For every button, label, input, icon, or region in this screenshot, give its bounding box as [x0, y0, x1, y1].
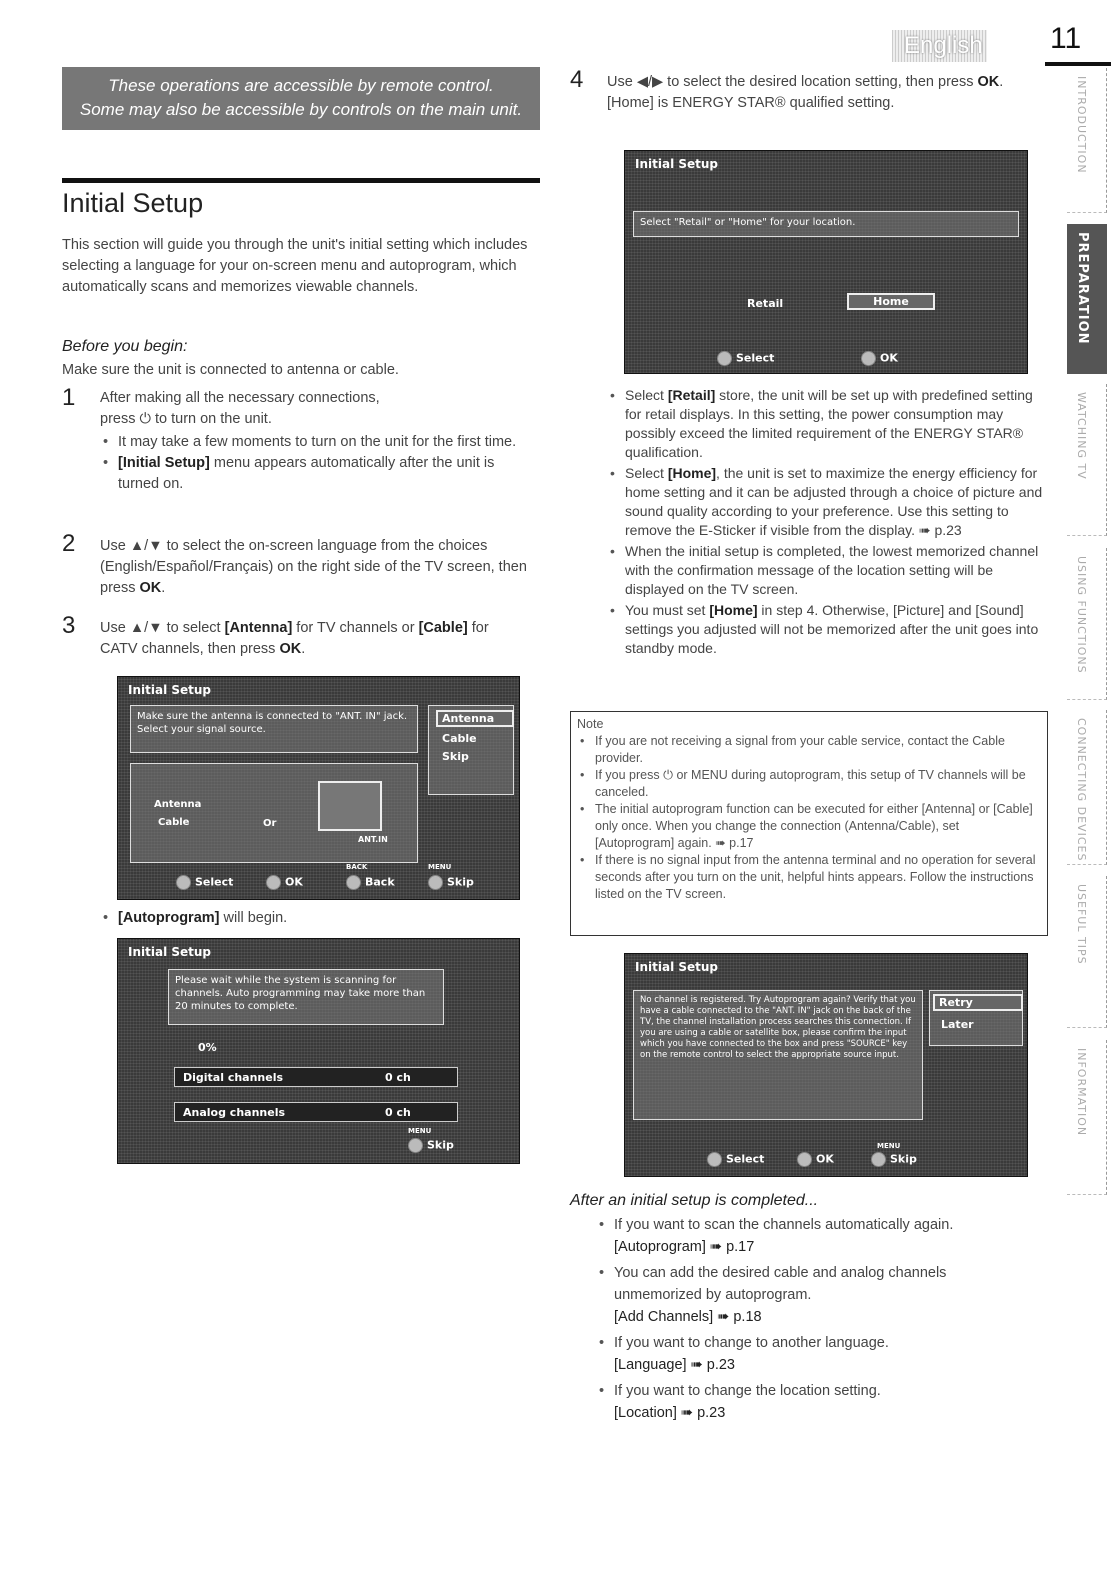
screen-title: Initial Setup [635, 157, 719, 171]
page-title: Initial Setup [62, 188, 204, 218]
option-later[interactable]: Later [941, 1018, 974, 1031]
before-text: Make sure the unit is connected to antenna or cable. [62, 362, 399, 378]
note-item: • The initial autoprogram function can be executed for either [Antenna] or [Cable] only once. When you change the connection (Antenna/Cable), set [Autoprogram] again. ➠ p.17 [577, 801, 1041, 852]
select-key-icon [176, 875, 191, 890]
footer-skip: Skip [871, 1152, 917, 1167]
tab-connecting-devices[interactable]: CONNECTING DEVICES [1067, 710, 1107, 865]
after-item: • If you want to scan the channels automatically again. [Autoprogram] ➠ p.17 [596, 1214, 1036, 1258]
screen-title: Initial Setup [128, 683, 212, 697]
bullet-retail: • Select [Retail] store, the unit will be set up with predefined setting for retail displays. In this setting, the power consumption may possibly exceed the limited requirement of the ENERGY STAR® qualification. [607, 386, 1047, 462]
note-box [570, 711, 1048, 936]
select-key-icon [707, 1152, 722, 1167]
back-key-label: BACK [346, 863, 368, 871]
option-cable[interactable]: Cable [442, 732, 477, 745]
tv-screen-autoprogram [117, 938, 520, 1164]
bullet-must-set: • You must set [Home] in step 4. Otherwise, [Picture] and [Sound] settings you adjusted will not be memorized after the unit goes into standby mode. [607, 601, 1047, 658]
step-2: Use ▲/▼ to select the on-screen language from the choices (English/Español/Français) on the right side of the TV screen, then press OK. [100, 538, 527, 596]
step-3: Use ▲/▼ to select [Antenna] for TV channels or [Cable] for CATV channels, then press OK. [100, 620, 489, 657]
option-retry[interactable]: Retry [933, 994, 1023, 1011]
step-1 [100, 388, 530, 495]
menu-key-label: MENU [428, 863, 452, 871]
after-item: • If you want to change to another language. [Language] ➠ p.23 [596, 1332, 1036, 1376]
note-title: Note [577, 717, 604, 731]
footer-skip: Skip [428, 875, 474, 890]
page-number: 11 [1050, 22, 1082, 55]
intro-text: This section will guide you through the unit's initial setting which includes selecting a language for your on-screen menu and autoprogram, which automatically scans and memorizes viewable channels. [62, 237, 528, 295]
option-retail[interactable]: Retail [747, 297, 784, 310]
tab-watching-tv[interactable]: WATCHING TV [1067, 384, 1107, 536]
after-item: • If you want to change the location setting. [Location] ➠ p.23 [596, 1380, 1036, 1424]
ok-key-icon [266, 875, 281, 890]
bullet-home: • Select [Home], the unit is set to maximize the energy efficiency for home setting and it can be adjusted through a choice of picture and sound quality according to your preference. Use this setting to remove the E-Sticker if visible from the display. ➠ p.23 [607, 464, 1047, 540]
menu-key-icon [871, 1152, 886, 1167]
analog-channels-row: Analog channels 0 ch [174, 1102, 458, 1122]
step-1-bullet: • [Initial Setup] menu appears automatically after the unit is turned on. [100, 453, 530, 495]
tv-screen-no-channel [624, 953, 1028, 1177]
digital-channels-row: Digital channels 0 ch [174, 1067, 458, 1087]
tv-set-icon [318, 781, 382, 831]
screen-title: Initial Setup [128, 945, 212, 959]
footer-select: Select [707, 1152, 764, 1167]
footer-select: Select [176, 875, 233, 890]
step-1-bullet: • It may take a few moments to turn on the unit for the first time. [100, 432, 530, 453]
menu-key-label: MENU [408, 1127, 432, 1135]
tab-introduction[interactable]: INTRODUCTION [1067, 68, 1107, 213]
scan-message: Please wait while the system is scanning for channels. Auto programming may take more than 20 minutes to complete. [168, 969, 444, 1025]
footer-back: Back [346, 875, 395, 890]
note-item: • If you press ⏻ or MENU during autoprogram, this setup of TV channels will be canceled. [577, 767, 1041, 801]
step-1-line1: After making all the necessary connections, [100, 390, 380, 406]
tab-using-functions[interactable]: USING FUNCTIONS [1067, 548, 1107, 700]
ok-key-icon [861, 351, 876, 366]
footer-skip: Skip [408, 1138, 454, 1153]
screen-message: Make sure the antenna is connected to "ANT. IN" jack. Select your signal source. [130, 705, 418, 753]
select-key-icon [717, 351, 732, 366]
before-title: Before you begin: [62, 338, 188, 355]
option-home[interactable]: Home [847, 293, 935, 310]
banner-line1: These operations are accessible by remote control. [108, 76, 494, 95]
step-3-number: 3 [62, 612, 76, 639]
tv-screen-signal-source [117, 676, 520, 900]
ok-key-icon [797, 1152, 812, 1167]
tab-useful-tips[interactable]: USEFUL TIPS [1067, 876, 1107, 1028]
footer-select: Select [717, 351, 774, 366]
or-label: Or [263, 818, 277, 829]
tv-screen-location [624, 150, 1028, 374]
bullet-complete: • When the initial setup is completed, the lowest memorized channel with the confirmation message of the location setting will be displayed on the TV screen. [607, 542, 1047, 599]
step-1-number: 1 [62, 384, 76, 411]
after-item: • You can add the desired cable and analog channels unmemorized by autoprogram. [Add Channels] ➠ p.18 [596, 1262, 1036, 1328]
back-key-icon [346, 875, 361, 890]
step-4-bullets [607, 386, 1047, 658]
banner-line2: Some may also be accessible by controls on the main unit. [79, 100, 523, 119]
menu-key-label: MENU [877, 1142, 901, 1150]
tab-preparation[interactable]: PREPARATION [1067, 224, 1107, 374]
menu-key-icon [428, 875, 443, 890]
option-antenna[interactable]: Antenna [436, 710, 514, 727]
location-message: Select "Retail" or "Home" for your location. [633, 211, 1019, 237]
option-skip[interactable]: Skip [442, 750, 469, 763]
footer-ok: OK [266, 875, 303, 890]
note-item: • If you are not receiving a signal from your cable service, contact the Cable provider. [577, 733, 1041, 767]
step-4-number: 4 [570, 66, 584, 93]
ant-in-label: ANT.IN [358, 835, 388, 844]
title-rule [62, 178, 540, 183]
footer-ok: OK [797, 1152, 834, 1167]
remote-banner [62, 67, 540, 130]
step-1-line2: press ⏻ to turn on the unit. [100, 411, 272, 427]
after-list [596, 1214, 1036, 1424]
progress-percent: 0% [198, 1041, 217, 1054]
step-4: Use ◀/▶ to select the desired location setting, then press OK. [Home] is ENERGY STAR® qualified setting. [607, 74, 1004, 111]
antenna-label: Antenna [154, 799, 202, 810]
no-channel-message: No channel is registered. Try Autoprogram again? Verify that you have a cable connected to the "ANT. IN" jack on the back of the TV, the channel installation process searches this connection. If you are using a cable or satellite box, please confirm the input which you have connected to the box and press "SOURCE" key on the remote control to select the appropriate source input. [633, 990, 923, 1120]
language-label: English [904, 32, 983, 59]
screen-title: Initial Setup [635, 960, 719, 974]
header-rule [1045, 62, 1111, 66]
cable-label: Cable [158, 817, 190, 828]
footer-ok: OK [861, 351, 898, 366]
menu-key-icon [408, 1138, 423, 1153]
after-title: After an initial setup is completed... [570, 1192, 819, 1209]
tab-information[interactable]: INFORMATION [1067, 1040, 1107, 1195]
autoprogram-note: • [Autoprogram] will begin. [100, 908, 520, 929]
note-item: • If there is no signal input from the antenna terminal and no operation for several seconds after you turn on the unit, helpful hints appears. Follow the instructions listed on the TV screen. [577, 852, 1041, 903]
step-2-number: 2 [62, 530, 76, 557]
